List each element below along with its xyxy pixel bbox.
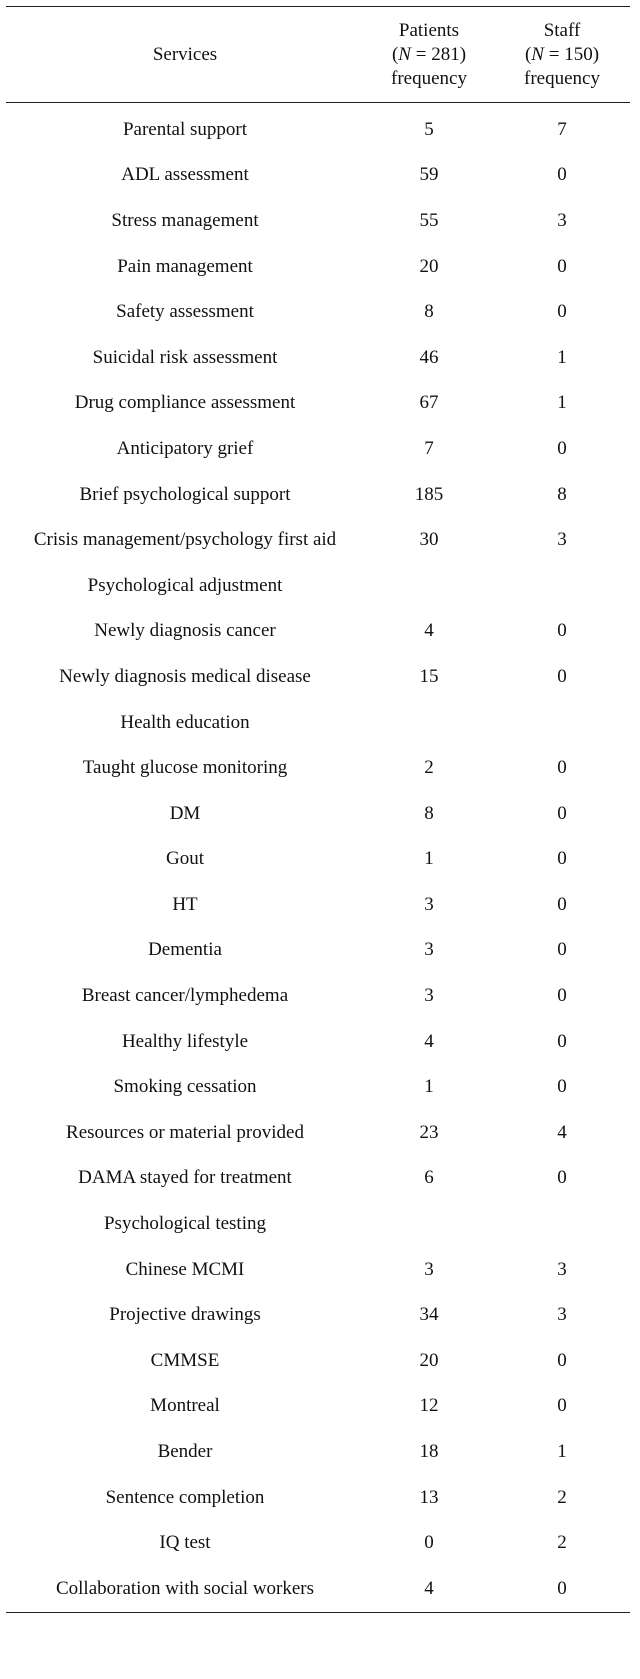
patients-frequency-cell: 30 [419, 529, 439, 551]
service-cell: Pain management [117, 255, 253, 277]
service-cell: Breast cancer/lymphedema [81, 985, 289, 1007]
service-cell: Crisis management/psychology first aid [33, 529, 337, 551]
header-patients-count: = 281) [410, 43, 467, 65]
staff-frequency-cell [494, 700, 630, 746]
service-cell: Resources or material provided [66, 1121, 304, 1143]
table-row [6, 1475, 630, 1521]
table-row [6, 1338, 630, 1384]
service-cell: Suicidal risk assessment [92, 346, 278, 368]
staff-frequency-cell: 0 [557, 985, 567, 1007]
patients-frequency-cell: 18 [419, 1441, 439, 1463]
header-staff-count: = 150) [543, 43, 600, 65]
service-cell: Psychological adjustment [87, 574, 283, 596]
staff-frequency-cell: 4 [557, 1121, 567, 1143]
table-row [6, 609, 630, 655]
patients-frequency-cell: 59 [419, 164, 439, 186]
header-patients-line3: frequency [391, 67, 467, 89]
header-row [6, 7, 630, 103]
service-cell: Dementia [148, 939, 222, 961]
staff-frequency-cell: 0 [557, 1167, 567, 1189]
service-cell: Brief psychological support [79, 483, 291, 505]
table-row [6, 198, 630, 244]
services-table [6, 6, 630, 1613]
patients-frequency-cell: 15 [419, 665, 439, 687]
table-row [6, 1384, 630, 1430]
service-cell: Montreal [150, 1395, 220, 1417]
service-cell: Chinese MCMI [125, 1258, 245, 1280]
table-row [6, 882, 630, 928]
table-row [6, 1566, 630, 1612]
staff-frequency-cell: 3 [557, 1258, 567, 1280]
staff-frequency-cell: 0 [557, 301, 567, 323]
table-row [6, 745, 630, 791]
staff-frequency-cell [494, 1201, 630, 1247]
staff-frequency-cell: 0 [557, 1349, 567, 1371]
staff-frequency-cell: 0 [557, 893, 567, 915]
service-cell: CMMSE [150, 1349, 220, 1371]
staff-frequency-cell [494, 563, 630, 609]
service-cell: Parental support [122, 118, 247, 140]
staff-frequency-cell: 2 [557, 1486, 567, 1508]
header-patients-line2: (N = 281) [391, 43, 467, 65]
service-cell: DAMA stayed for treatment [78, 1167, 292, 1189]
patients-frequency-cell: 6 [424, 1167, 434, 1189]
service-cell: Newly diagnosis medical disease [59, 665, 311, 687]
table-row [6, 381, 630, 427]
service-cell: Collaboration with social workers [6, 1566, 364, 1612]
service-cell: Safety assessment [116, 301, 254, 323]
service-cell: Projective drawings [109, 1304, 261, 1326]
table-body [6, 103, 630, 1613]
header-patients [364, 7, 494, 103]
service-cell: Bender [157, 1441, 213, 1463]
patients-frequency-cell [364, 700, 494, 746]
table-row [6, 1292, 630, 1338]
table-row [6, 103, 630, 153]
table-row [6, 289, 630, 335]
staff-frequency-cell: 0 [557, 665, 567, 687]
header-staff-line2: (N = 150) [524, 43, 600, 65]
staff-frequency-cell: 8 [557, 483, 567, 505]
patients-frequency-cell: 3 [424, 893, 434, 915]
table-row [6, 1429, 630, 1475]
patients-frequency-cell: 4 [424, 1030, 434, 1052]
header-patients-line1: Patients [398, 19, 460, 41]
staff-frequency-cell: 0 [494, 1566, 630, 1612]
table-row [6, 472, 630, 518]
service-cell: Healthy lifestyle [121, 1030, 249, 1052]
staff-frequency-cell: 1 [557, 1441, 567, 1463]
table-row [6, 1520, 630, 1566]
header-patients-n: N [398, 43, 411, 65]
patients-frequency-cell [364, 1201, 494, 1247]
table-row [6, 973, 630, 1019]
staff-frequency-cell: 0 [557, 255, 567, 277]
staff-frequency-cell: 0 [557, 802, 567, 824]
table-row [6, 1247, 630, 1293]
patients-frequency-cell: 46 [419, 346, 439, 368]
table-row [6, 335, 630, 381]
patients-frequency-cell: 55 [419, 209, 439, 231]
table-row [6, 837, 630, 883]
patients-frequency-cell: 20 [419, 255, 439, 277]
staff-frequency-cell: 0 [557, 620, 567, 642]
staff-frequency-cell: 3 [557, 529, 567, 551]
header-staff-line3: frequency [524, 67, 600, 89]
staff-frequency-cell: 0 [557, 757, 567, 779]
service-cell: IQ test [159, 1532, 211, 1554]
patients-frequency-cell: 1 [424, 1076, 434, 1098]
patients-frequency-cell: 3 [424, 985, 434, 1007]
table-row [6, 1019, 630, 1065]
staff-frequency-cell: 0 [557, 848, 567, 870]
header-services-label: Services [152, 43, 218, 65]
service-cell: Smoking cessation [113, 1076, 257, 1098]
service-cell: HT [172, 893, 198, 915]
table-row [6, 563, 630, 609]
patients-frequency-cell: 12 [419, 1395, 439, 1417]
table-header [6, 7, 630, 103]
header-staff [494, 7, 630, 103]
service-cell: Drug compliance assessment [74, 392, 296, 414]
header-staff-line1: Staff [543, 19, 581, 41]
service-cell: Health education [120, 711, 250, 733]
service-cell: ADL assessment [121, 164, 249, 186]
table-row [6, 1110, 630, 1156]
patients-frequency-cell: 23 [419, 1121, 439, 1143]
table-row [6, 791, 630, 837]
staff-frequency-cell: 1 [557, 346, 567, 368]
staff-frequency-cell: 3 [557, 209, 567, 231]
table-row [6, 928, 630, 974]
staff-frequency-cell: 0 [557, 164, 567, 186]
table-row [6, 426, 630, 472]
table-row [6, 700, 630, 746]
patients-frequency-cell: 4 [424, 620, 434, 642]
staff-frequency-cell: 3 [557, 1304, 567, 1326]
table-row [6, 1201, 630, 1247]
patients-frequency-cell: 8 [424, 301, 434, 323]
header-staff-n: N [531, 43, 544, 65]
patients-frequency-cell: 20 [419, 1349, 439, 1371]
patients-frequency-cell [364, 563, 494, 609]
staff-frequency-cell: 2 [557, 1532, 567, 1554]
patients-frequency-cell: 0 [424, 1532, 434, 1554]
table-row [6, 244, 630, 290]
service-cell: Psychological testing [103, 1213, 266, 1235]
patients-frequency-cell: 5 [424, 118, 434, 140]
patients-frequency-cell: 13 [419, 1486, 439, 1508]
patients-frequency-cell: 4 [364, 1566, 494, 1612]
table-row [6, 517, 630, 563]
staff-frequency-cell: 1 [557, 392, 567, 414]
staff-frequency-cell: 7 [557, 118, 567, 140]
patients-frequency-cell: 7 [424, 437, 434, 459]
patients-frequency-cell: 2 [424, 757, 434, 779]
patients-frequency-cell: 8 [424, 802, 434, 824]
table-row [6, 1064, 630, 1110]
service-cell: Sentence completion [105, 1486, 265, 1508]
patients-frequency-cell: 3 [424, 939, 434, 961]
header-services [6, 7, 364, 103]
patients-frequency-cell: 1 [424, 848, 434, 870]
staff-frequency-cell: 0 [557, 939, 567, 961]
service-cell: DM [169, 802, 201, 824]
table-row [6, 654, 630, 700]
patients-frequency-cell: 185 [414, 483, 444, 505]
table-row [6, 1156, 630, 1202]
staff-frequency-cell: 0 [557, 1395, 567, 1417]
staff-frequency-cell: 0 [557, 1030, 567, 1052]
patients-frequency-cell: 34 [419, 1304, 439, 1326]
service-cell: Stress management [111, 209, 259, 231]
patients-frequency-cell: 67 [419, 392, 439, 414]
service-cell: Gout [166, 848, 204, 870]
staff-frequency-cell: 0 [557, 437, 567, 459]
table-row [6, 153, 630, 199]
service-cell: Anticipatory grief [116, 437, 254, 459]
staff-frequency-cell: 0 [557, 1076, 567, 1098]
service-cell: Newly diagnosis cancer [94, 620, 276, 642]
service-cell: Taught glucose monitoring [82, 757, 288, 779]
patients-frequency-cell: 3 [424, 1258, 434, 1280]
